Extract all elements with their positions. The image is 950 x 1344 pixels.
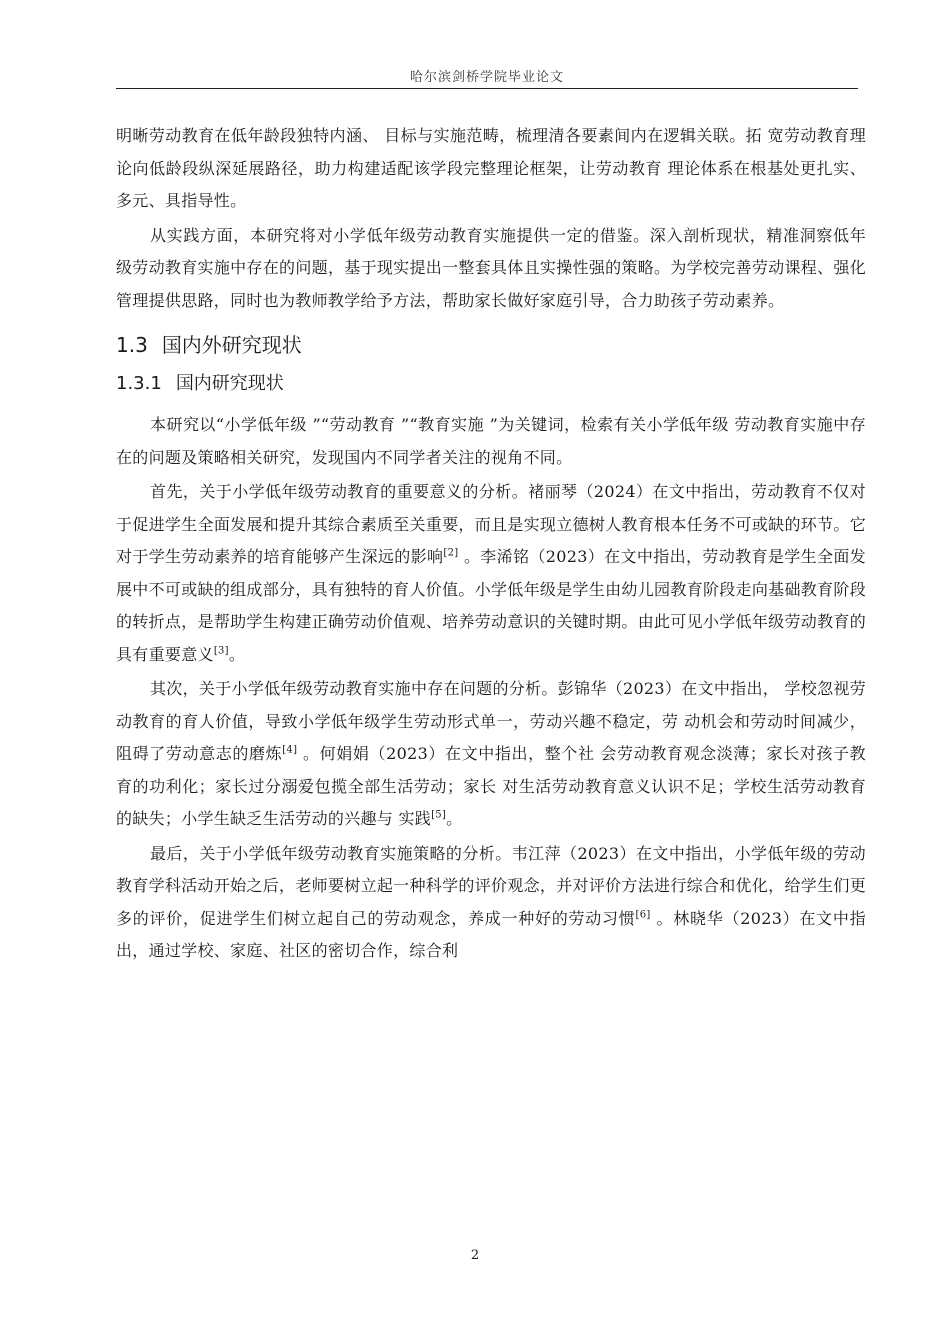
page-header: 哈尔滨剑桥学院毕业论文 [409,70,564,85]
paragraph-text: 其次，关于小学低年级劳动教育实施中存在问题的分析。彭锦华（2023）在文中指出， 学校忽视劳动教育的育人价值，导致小学低年级学生劳动形式单一，劳动兴趣不稳定，劳 动机会和劳动时间减少，阻碍了劳动意志的磨炼 [116,679,866,763]
paragraph-practice-significance: 从实践方面，本研究将对小学低年级劳动教育实施提供一定的借鉴。深入剖析现状，精准洞察低年级劳动教育实施中存在的问题，基于现实提出一整套具体且实操性强的策略。为学校完善劳动课程、强化管理提供思路，同时也为教师教学给予方法，帮助家长做好家庭引导，合力助孩子劳动素养。 [116,225,866,310]
paragraph-keywords: 本研究以“小学低年级 ”“劳动教育 ”“教育实施 ”为关键词，检索有关小学低年级 劳动教育实施中存在的问题及策略相关研究，发现国内不同学者关注的视角不同。 [116,415,866,467]
paragraph-theory-significance: 明晰劳动教育在低年龄段独特内涵、 目标与实施范畴，梳理清各要素间内在逻辑关联。拓 宽劳动教育理论向低龄段纵深延展路径，助力构建适配该学段完整理论框架，让劳动教育 理论体系在根基处更扎实、多元、具指导性。 [116,126,866,210]
page-number: 2 [470,1248,480,1263]
document-body [116,120,866,970]
paragraph-text: 。 [228,644,246,664]
subsection-title: 国内研究现状 [175,373,284,394]
paragraph-text: 。林晓华（2023）在文中指出，通过学校、家庭、社区的密切合作，综合利 [116,908,866,960]
section-number: 1.3 [116,333,148,357]
citation-ref: [5] [431,809,447,821]
paragraph-strategies [116,838,866,968]
citation-ref: [3] [213,645,229,657]
section-title: 国内外研究现状 [161,333,302,357]
citation-ref: [6] [635,909,651,921]
paragraph-text: 。何娟娟（2023）在文中指出，整个社 会劳动教育观念淡薄；家长对孩子教育的功利化；家长过分溺爱包揽全部生活劳动；家长 对生活劳动教育意义认识不足；学校生活劳动教育的缺失；小学生缺乏生活劳动的兴趣与 实践 [116,744,866,828]
paragraph-importance [116,476,866,671]
header-rule [116,88,858,89]
paragraph-text: 。李浠铭（2023）在文中指出，劳动教育是学生全面发展中不可或缺的组成部分，具有独特的育人价值。小学低年级是学生由幼儿园教育阶段走向基础教育阶段的转折点，是帮助学生构建正确劳动价值观、培养劳动意识的关键时期。由此可见小学低年级劳动教育的具有重要意义 [116,547,866,664]
paragraph-problems [116,673,866,836]
citation-ref: [2] [443,547,459,559]
section-heading-1-3-1 [116,371,866,397]
section-heading-1-3 [116,331,866,359]
paragraph-text: 。 [446,809,463,828]
subsection-number: 1.3.1 [116,373,162,394]
paragraph-text: 首先，关于小学低年级劳动教育的重要意义的分析。褚丽琴（2024）在文中指出，劳动教育不仅对于促进学生全面发展和提升其综合素质至关重要，而且是实现立德树人教育根本任务不可或缺的环节。它对于学生劳动素养的培育能够产生深远的影响 [116,482,866,566]
paragraph-text: 最后，关于小学低年级劳动教育实施策略的分析。韦江萍（2023）在文中指出，小学低年级的劳动教育学科活动开始之后，老师要树立起一种科学的评价观念，并对评价方法进行综合和优化，给学生们更多的评价，促进学生们树立起自己的劳动观念，养成一种好的劳动习惯 [116,843,866,928]
citation-ref: [4] [282,744,298,756]
